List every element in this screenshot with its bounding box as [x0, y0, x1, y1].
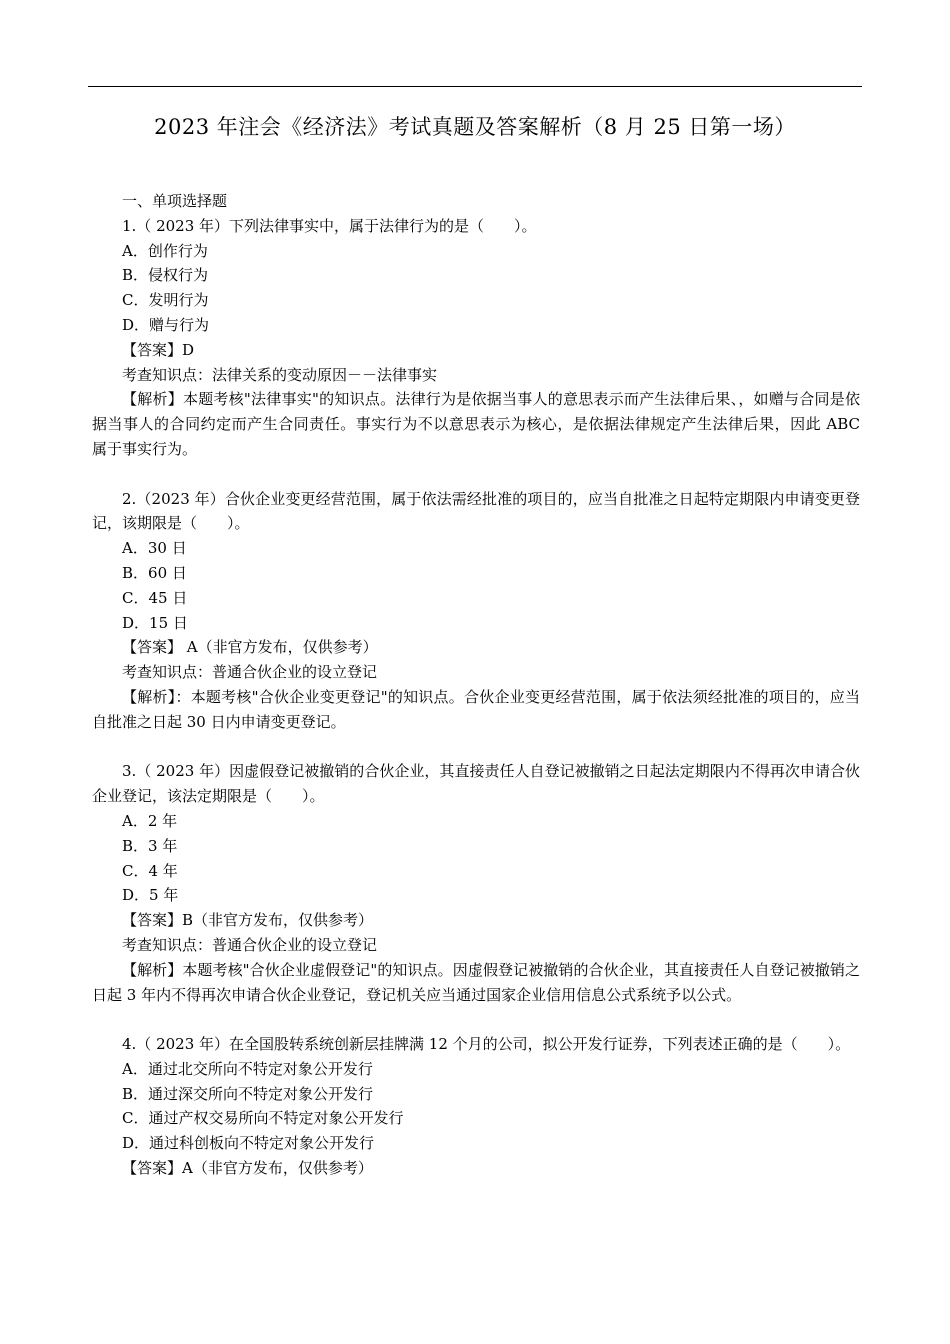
- question-block: [92, 1032, 860, 1181]
- paragraph-gap: [92, 735, 860, 760]
- question-analysis: 【解析】本题考核"法律事实"的知识点。法律行为是依据当事人的意思表示而产生法律后果、，如赠与合同是依据当事人的合同约定而产生合同责任。事实行为不以意思表示为核心，是依据法律规定产生法律后果，因此 ABC 属于事实行为。: [92, 390, 876, 458]
- header-rule: [88, 86, 862, 87]
- question-option: A．30 日: [122, 539, 187, 558]
- question-option: C．45 日: [122, 588, 188, 607]
- question-option: D．5 年: [122, 886, 179, 905]
- question-knowledge-point: 考查知识点：普通合伙企业的设立登记: [122, 935, 378, 954]
- question-option: A．创作行为: [122, 241, 208, 260]
- question-block: [92, 487, 860, 735]
- question-stem: 3.（ 2023 年）因虚假登记被撤销的合伙企业，其直接责任人自登记被撤销之日起法定期限内不得再次申请合伙企业登记，该法定期限是（ ）。: [92, 762, 860, 806]
- question-option: A．通过北交所向不特定对象公开发行: [122, 1059, 373, 1078]
- question-option: B．3 年: [122, 836, 178, 855]
- question-option: B．60 日: [122, 563, 187, 582]
- section-heading: 一、单项选择题: [122, 192, 228, 210]
- question-answer: 【答案】D: [122, 340, 195, 359]
- paragraph-gap: [92, 1007, 860, 1032]
- document-body: [92, 189, 876, 1181]
- question-option: C．通过产权交易所向不特定对象公开发行: [122, 1109, 404, 1128]
- question-knowledge-point: 考查知识点：普通合伙企业的设立登记: [122, 663, 378, 682]
- question-option: B．侵权行为: [122, 266, 209, 285]
- question-stem: 2.（2023 年）合伙企业变更经营范围，属于依法需经批准的项目的，应当自批准之日起特定期限内申请变更登记，该期限是（ ）。: [92, 489, 860, 533]
- question-stem: 4.（ 2023 年）在全国股转系统创新层挂牌满 12 个月的公司，拟公开发行证券，下列表述正确的是（ ）。: [122, 1035, 851, 1054]
- question-option: A．2 年: [122, 811, 178, 830]
- question-option: D．通过科创板向不特定对象公开发行: [122, 1134, 375, 1153]
- question-knowledge-point: 考查知识点：法律关系的变动原因－－法律事实: [122, 365, 438, 384]
- question-option: C．4 年: [122, 861, 178, 880]
- question-block: [92, 214, 876, 462]
- question-block: [92, 759, 860, 1007]
- question-option: D．赠与行为: [122, 315, 210, 334]
- question-option: B．通过深交所向不特定对象公开发行: [122, 1084, 374, 1103]
- question-stem: 1.（ 2023 年）下列法律事实中，属于法律行为的是（ ）。: [122, 216, 537, 235]
- document-title: 2023 年注会《经济法》考试真题及答案解析（8 月 25 日第一场）: [154, 115, 796, 139]
- question-answer: 【答案】B（非官方发布，仅供参考）: [122, 911, 374, 930]
- question-option: D．15 日: [122, 613, 188, 632]
- question-analysis: 【解析】：本题考核"合伙企业变更登记"的知识点。合伙企业变更经营范围，属于依法须经批准的项目的，应当自批准之日起 30 日内申请变更登记。: [92, 687, 860, 731]
- question-answer: 【答案】 A（非官方发布，仅供参考）: [122, 638, 378, 657]
- paragraph-gap: [92, 462, 860, 487]
- question-option: C．发明行为: [122, 291, 209, 310]
- question-analysis: 【解析】本题考核"合伙企业虚假登记"的知识点。因虚假登记被撤销的合伙企业，其直接责任人自登记被撤销之日起 3 年内不得再次申请合伙企业登记，登记机关应当通过国家企业信用信息公式系统予以公式。: [92, 960, 860, 1004]
- question-answer: 【答案】A（非官方发布，仅供参考）: [122, 1159, 373, 1178]
